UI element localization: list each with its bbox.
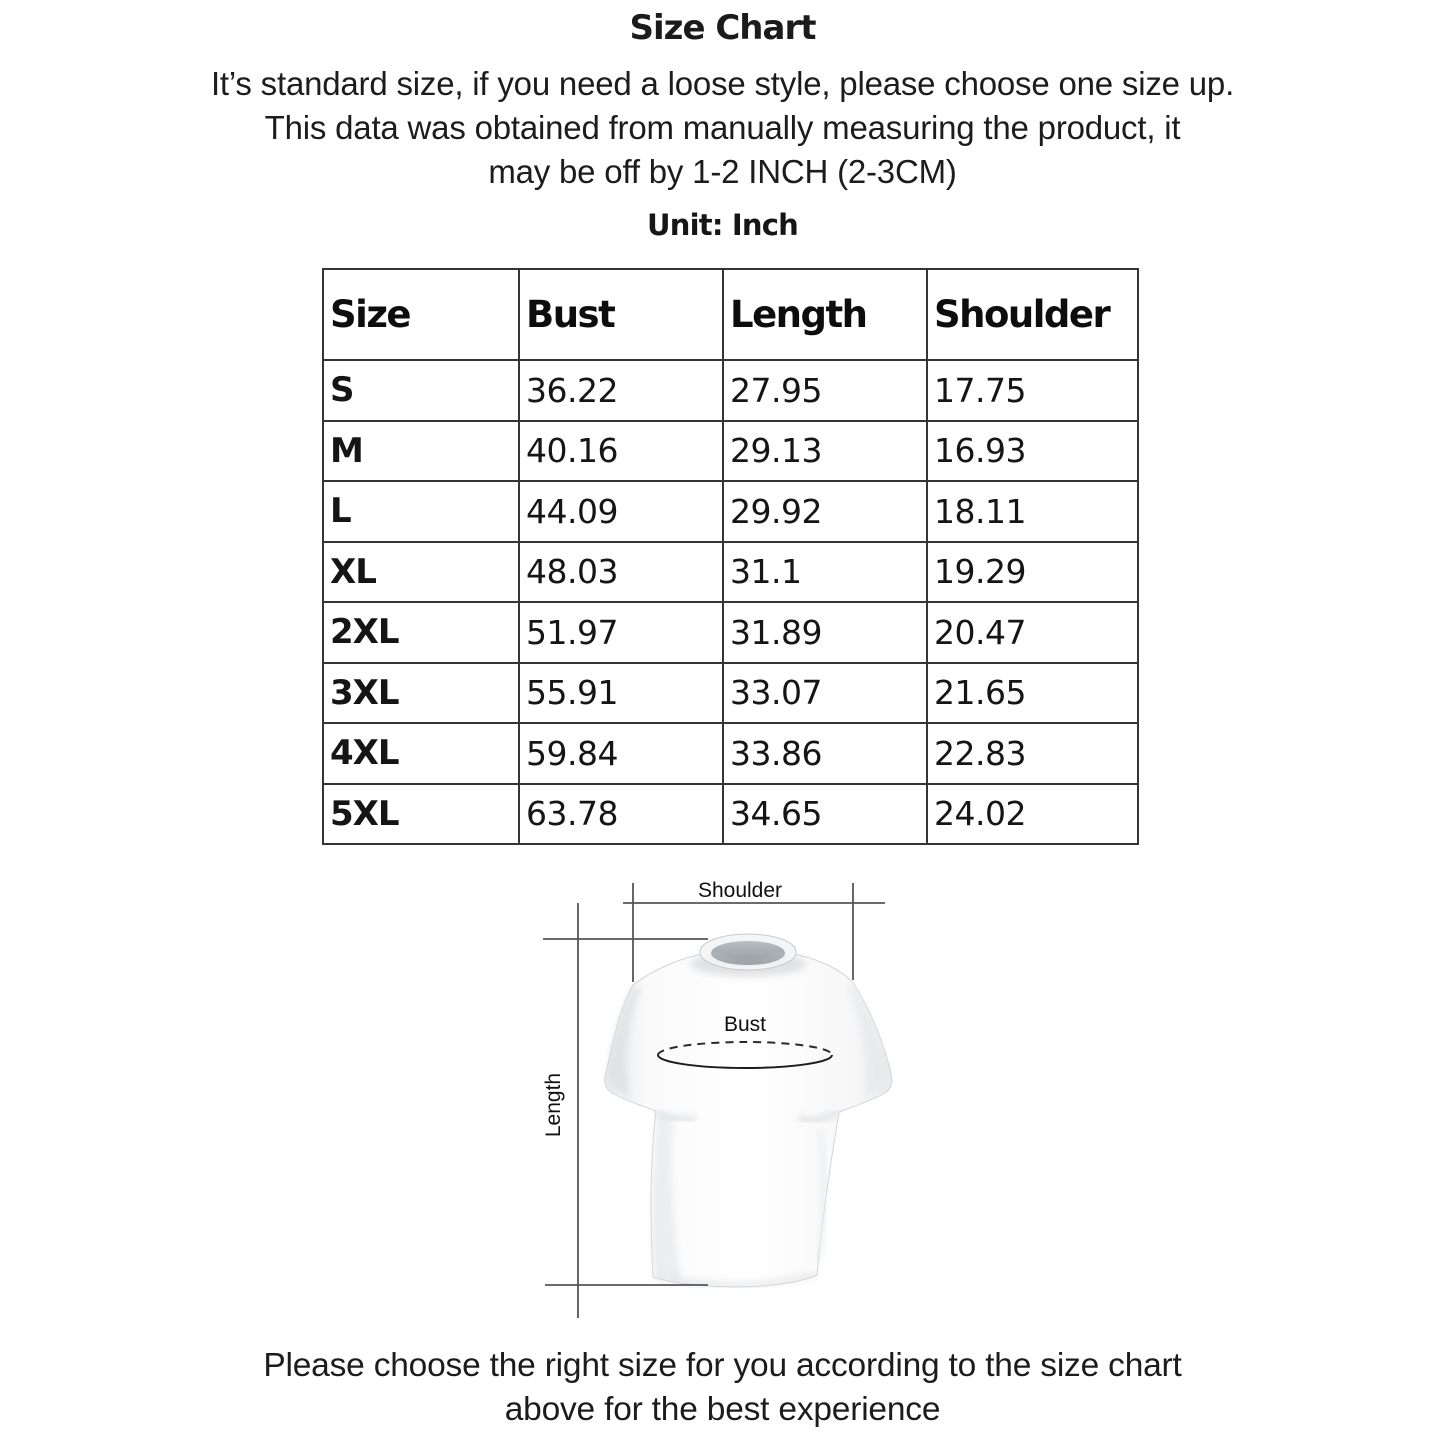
cell-shoulder: 20.47 xyxy=(927,602,1138,663)
cell-length: 29.13 xyxy=(723,421,927,482)
table-row-m xyxy=(323,421,1138,482)
col-header-bust: Bust xyxy=(519,269,723,360)
bust-label: Bust xyxy=(723,1013,767,1036)
cell-bust: 63.78 xyxy=(519,784,723,845)
tshirt-measurement-diagram xyxy=(500,860,1000,1340)
footer-note xyxy=(0,1344,1445,1432)
cell-bust: 48.03 xyxy=(519,542,723,603)
table-header-row xyxy=(323,269,1138,360)
table-row-2xl xyxy=(323,602,1138,663)
footer-line-2: above for the best experience xyxy=(504,1391,941,1428)
cell-length: 34.65 xyxy=(723,784,927,845)
page-title: Size Chart xyxy=(629,8,816,48)
cell-bust: 36.22 xyxy=(519,360,723,421)
table-row-xl xyxy=(323,542,1138,603)
table-row-s xyxy=(323,360,1138,421)
cell-shoulder: 22.83 xyxy=(927,723,1138,784)
cell-bust: 44.09 xyxy=(519,481,723,542)
cell-size: S xyxy=(323,360,519,421)
cell-bust: 59.84 xyxy=(519,723,723,784)
intro-text xyxy=(0,62,1445,194)
neck-opening xyxy=(711,941,785,965)
tshirt-body xyxy=(605,954,892,1287)
cell-size: 4XL xyxy=(323,723,519,784)
cell-shoulder: 18.11 xyxy=(927,481,1138,542)
table-row-l xyxy=(323,481,1138,542)
cell-shoulder: 24.02 xyxy=(927,784,1138,845)
table-row-5xl xyxy=(323,784,1138,845)
cell-size: 5XL xyxy=(323,784,519,845)
cell-bust: 55.91 xyxy=(519,663,723,724)
cell-size: L xyxy=(323,481,519,542)
footer-line-1: Please choose the right size for you according to the size chart xyxy=(263,1347,1182,1384)
cell-shoulder: 17.75 xyxy=(927,360,1138,421)
cell-length: 33.86 xyxy=(723,723,927,784)
cell-shoulder: 21.65 xyxy=(927,663,1138,724)
cell-shoulder: 16.93 xyxy=(927,421,1138,482)
cell-shoulder: 19.29 xyxy=(927,542,1138,603)
cell-length: 33.07 xyxy=(723,663,927,724)
table-row-4xl xyxy=(323,723,1138,784)
cell-size: 2XL xyxy=(323,602,519,663)
cell-length: 29.92 xyxy=(723,481,927,542)
cell-bust: 40.16 xyxy=(519,421,723,482)
cell-bust: 51.97 xyxy=(519,602,723,663)
cell-size: XL xyxy=(323,542,519,603)
shoulder-label: Shoulder xyxy=(697,879,783,902)
table-row-3xl xyxy=(323,663,1138,724)
cell-length: 31.1 xyxy=(723,542,927,603)
intro-line-3: may be off by 1-2 INCH (2-3CM) xyxy=(488,153,957,190)
intro-line-2: This data was obtained from manually measuring the product, it xyxy=(264,109,1181,146)
unit-label: Unit: Inch xyxy=(647,208,798,242)
cell-size: M xyxy=(323,421,519,482)
length-label: Length xyxy=(542,1072,565,1138)
cell-size: 3XL xyxy=(323,663,519,724)
cell-length: 27.95 xyxy=(723,360,927,421)
intro-line-1: It’s standard size, if you need a loose style, please choose one size up. xyxy=(210,65,1235,102)
size-table xyxy=(322,268,1139,845)
cell-length: 31.89 xyxy=(723,602,927,663)
col-header-size: Size xyxy=(323,269,519,360)
col-header-length: Length xyxy=(723,269,927,360)
col-header-shoulder: Shoulder xyxy=(927,269,1138,360)
tshirt-graphic xyxy=(605,934,892,1287)
